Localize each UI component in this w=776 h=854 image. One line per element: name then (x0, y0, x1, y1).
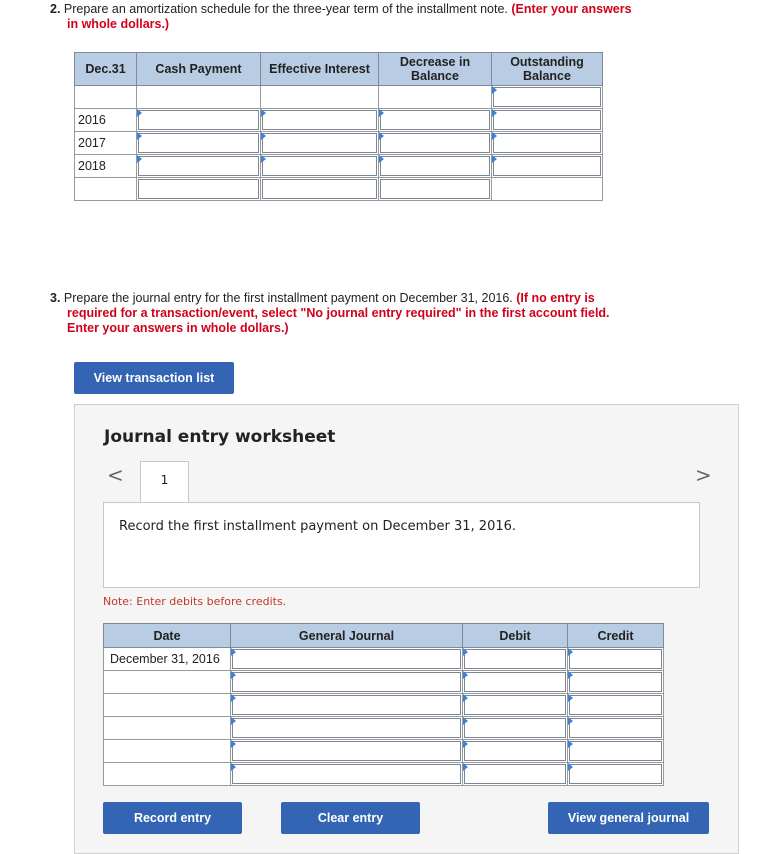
total-effective-interest-input[interactable] (261, 178, 379, 201)
credit-input[interactable] (568, 740, 664, 763)
header-effective-interest: Effective Interest (261, 53, 379, 86)
table-row (104, 648, 664, 671)
header-debit: Debit (463, 624, 568, 648)
debit-input[interactable] (463, 763, 568, 786)
worksheet-title: Journal entry worksheet (104, 427, 336, 447)
debit-input[interactable] (463, 717, 568, 740)
debit-input[interactable] (463, 740, 568, 763)
header-credit: Credit (568, 624, 664, 648)
journal-entry-worksheet (74, 404, 739, 854)
entry-date: December 31, 2016 (104, 648, 231, 671)
outstanding-balance-input[interactable] (492, 132, 603, 155)
decrease-balance-input[interactable] (379, 155, 492, 178)
header-general-journal: General Journal (231, 624, 463, 648)
question-3 (50, 291, 670, 336)
table-row (75, 109, 603, 132)
account-input[interactable] (231, 694, 463, 717)
question-2-number: 2. (50, 2, 61, 16)
account-input[interactable] (231, 648, 463, 671)
debit-input[interactable] (463, 671, 568, 694)
table-row (75, 155, 603, 178)
amortization-header-row (75, 53, 603, 86)
record-entry-button[interactable]: Record entry (103, 802, 242, 834)
account-input[interactable] (231, 671, 463, 694)
header-cash-payment: Cash Payment (137, 53, 261, 86)
effective-interest-input[interactable] (261, 155, 379, 178)
credit-input[interactable] (568, 648, 664, 671)
account-input[interactable] (231, 763, 463, 786)
question-3-number: 3. (50, 291, 61, 305)
debit-input[interactable] (463, 648, 568, 671)
clear-entry-button[interactable]: Clear entry (281, 802, 420, 834)
credit-input[interactable] (568, 763, 664, 786)
question-3-text: Prepare the journal entry for the first installment payment on December 31, 2016. (63, 291, 513, 305)
question-2-instruction-1: (Enter your answers (511, 2, 632, 16)
cash-payment-input[interactable] (137, 155, 261, 178)
year-label: 2017 (75, 132, 137, 155)
question-2-instruction-2: in whole dollars.) (67, 17, 170, 31)
table-row (75, 132, 603, 155)
year-label: 2018 (75, 155, 137, 178)
question-3-instruction-2: required for a transaction/event, select "No journal entry required" in the first account field. (67, 306, 610, 320)
account-input[interactable] (231, 717, 463, 740)
table-row (104, 717, 664, 740)
cash-payment-input[interactable] (137, 109, 261, 132)
question-2-text: Prepare an amortization schedule for the three-year term of the installment note. (63, 2, 508, 16)
decrease-balance-input[interactable] (379, 109, 492, 132)
credit-input[interactable] (568, 694, 664, 717)
amortization-table (74, 52, 603, 201)
total-cash-payment-input[interactable] (137, 178, 261, 201)
question-3-instruction-3: Enter your answers in whole dollars.) (67, 321, 289, 335)
outstanding-balance-input[interactable] (492, 109, 603, 132)
decrease-balance-input[interactable] (379, 132, 492, 155)
question-3-instruction-1: (If no entry is (516, 291, 595, 305)
header-date: Date (104, 624, 231, 648)
table-row (104, 763, 664, 786)
effective-interest-input[interactable] (261, 109, 379, 132)
table-row (75, 86, 603, 109)
outstanding-balance-input[interactable] (492, 155, 603, 178)
table-row (75, 178, 603, 201)
chevron-right-icon[interactable]: > (695, 463, 712, 487)
journal-table (103, 623, 664, 786)
total-decrease-balance-input[interactable] (379, 178, 492, 201)
view-general-journal-button[interactable]: View general journal (548, 802, 709, 834)
debits-note: Note: Enter debits before credits. (103, 595, 287, 608)
table-row (104, 694, 664, 717)
header-dec31: Dec.31 (75, 53, 137, 86)
chevron-left-icon[interactable]: < (107, 463, 124, 487)
view-transaction-list-button[interactable]: View transaction list (74, 362, 234, 394)
account-input[interactable] (231, 740, 463, 763)
credit-input[interactable] (568, 671, 664, 694)
header-decrease-balance: Decrease in Balance (379, 53, 492, 86)
cash-payment-input[interactable] (137, 132, 261, 155)
transaction-description: Record the first installment payment on December 31, 2016. (103, 502, 700, 588)
header-outstanding-balance: Outstanding Balance (492, 53, 603, 86)
year-label: 2016 (75, 109, 137, 132)
table-row (104, 740, 664, 763)
opening-balance-input[interactable] (492, 86, 603, 109)
debit-input[interactable] (463, 694, 568, 717)
tab-1[interactable]: 1 (140, 461, 189, 503)
table-row (104, 671, 664, 694)
question-2 (50, 2, 632, 32)
journal-header-row (104, 624, 664, 648)
effective-interest-input[interactable] (261, 132, 379, 155)
credit-input[interactable] (568, 717, 664, 740)
